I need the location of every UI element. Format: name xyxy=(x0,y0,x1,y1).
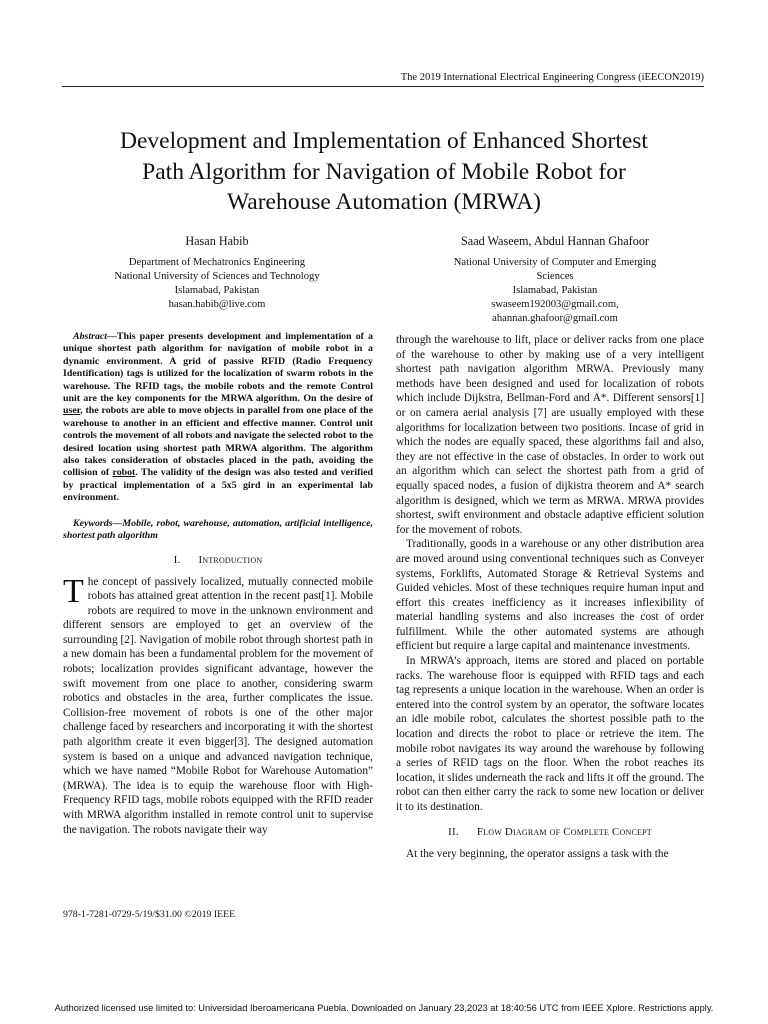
intro-paragraph xyxy=(63,572,373,838)
author-block-left xyxy=(64,234,370,312)
paragraph: At the very beginning, the operator assigns a task with the xyxy=(406,847,669,860)
section-heading-flow-diagram xyxy=(396,825,704,839)
abstract-text: . The validity of the design was also tested and verified by practical implementation of a 5x5 gird in an experimental lab environment. xyxy=(63,467,373,504)
author-email: ahannan.ghafoor@gmail.com xyxy=(492,313,618,324)
abstract xyxy=(63,331,373,505)
author-block-right xyxy=(404,234,706,326)
user-link[interactable]: user xyxy=(63,405,81,417)
author-email: hasan.habib@live.com xyxy=(168,299,266,310)
section-heading-introduction xyxy=(63,553,373,567)
author-location: Islamabad, Pakistan xyxy=(174,285,260,296)
section-title: Flow Diagram of Complete Concept xyxy=(476,825,652,838)
abstract-text: This paper presents development and implementation of a unique shortest path algorithm for navigation of mobile robot in a dynamic environment. A grid of passive RFID (Radio Frequency Identification) tags is utilized for the localization of swarm robots in the warehouse. The RFID tags, the mobile robots and the remote Control unit are the key components for the MRWA algorithm. On the desire of xyxy=(63,331,373,405)
title-line: Path Algorithm for Navigation of Mobile Robot for xyxy=(142,158,626,185)
abstract-label: Abstract— xyxy=(73,331,117,342)
paragraph-text: he concept of passively localized, mutually connected mobile robots has attained great attention in the recent past[1]. Mobile robots are required to move in the unknown environment and different sensors are employed to get an overview of the surrounding [2]. Navigation of mobile robot through shortest path in a new domain has been a fundamental problem for the movement of robots; localization provides significant advantage, however the swift movement from one place to another, considering swarm robotics and obstacles in the area, further complicates the issue. Collision-free movement of robots is one of the other major challenge faced by researchers and incorporating it with the shortest path algorithm create it even bigger[3]. The designed automation system is based on a unique and advanced navigation technique, which we have named “Mobile Robot for Warehouse Automation” (MRWA). The idea is to equip the warehouse floor with High-Frequency RFID tags, mobile robots equipped with the RFID reader with MRWA algorithm installed in remote control unit to supervise the navigation. The robots navigate their way xyxy=(63,575,373,836)
isbn-footer: 978-1-7281-0729-5/19/$31.00 ©2019 IEEE xyxy=(63,909,236,920)
title-line: Warehouse Automation (MRWA) xyxy=(226,189,541,215)
paragraph: Traditionally, goods in a warehouse or any other distribution area are moved around using conventional techniques such as Conveyer systems, Forklifts, Automated Storage & Retrieval Systems and Guided vehicles. Most of these techniques require human input and effort this creates inefficiency as it increases inflexibility of material handling systems and also increases the cost of order fulfillment. While the other automated systems are athough efficient but require a large capital and maintenance investments. xyxy=(396,538,704,653)
title-line: Development and Implementation of Enhanced Shortest xyxy=(120,128,648,154)
left-column xyxy=(63,331,373,837)
keywords-text: Mobile, robot, warehouse, automation, artificial intelligence, shortest path algorithm xyxy=(63,517,373,542)
section-title: Introduction xyxy=(198,553,263,566)
robot-link[interactable]: robot xyxy=(112,467,136,479)
drop-cap: T xyxy=(63,572,84,610)
author-name: Hasan Habib xyxy=(185,234,249,248)
keywords-label: Keywords— xyxy=(73,517,123,529)
author-affiliation: Department of Mechatronics Engineering xyxy=(128,257,306,268)
conference-header: The 2019 International Electrical Engineering Congress (iEECON2019) xyxy=(62,72,704,87)
keywords xyxy=(63,518,373,543)
author-affiliation: Sciences xyxy=(536,271,574,282)
license-notice: Authorized licensed use limited to: Universidad Iberoamericana Puebla. Downloaded on January 23,2023 at 18:40:56 UTC from IEEE Xplore. Restrictions apply. xyxy=(54,1003,714,1013)
author-name: Saad Waseem, Abdul Hannan Ghafoor xyxy=(461,234,649,248)
author-affiliation: National University of Sciences and Technology xyxy=(114,271,320,282)
author-email: swaseem192003@gmail.com, xyxy=(491,299,619,310)
author-affiliation: National University of Computer and Emerging xyxy=(453,257,657,268)
paragraph: In MRWA’s approach, items are stored and placed on portable racks. The warehouse floor is equipped with RFID tags and each tag represents a unique location in the warehouse. When an order is entered into the control system by an operator, the software locates an idle mobile robot, calculates the shortest possible path to the location and directs the robot to place or retrieve the item. The mobile robot navigates its way around the warehouse by following a series of RFID tags on the floor. When the robot reaches its location, it slides underneath the rack and lifts it off the ground. The robot can then either carry the rack to some new location or deliver it to its destination. xyxy=(396,655,704,813)
right-column xyxy=(396,333,704,861)
section-number: II. xyxy=(448,825,459,838)
intro-paragraph-continued: through the warehouse to lift, place or deliver racks from one place of the warehouse to other by making use of a very intelligent shortest path navigation algorithm MRWA. Previously many methods have been designed and used for localization of robots which include Dijkstra, Bellman-Ford and A*. Different sensors[1] or on camera aerial analysis [7] are usually employed with these algorithms for localization between two positions. Incase of grid in which the nodes are equally spaced, these algorithms fail and also, they are not effective in the case of obstacles. In order to work out an algorithm which can select the shortest path from a grid of equally spaced nodes, a fusion of dijkistra theorem and A* search algorithm is designed, which we term as MRWA. MRWA provides shortest, swift environment and obstacle adaptive efficient solution for the movement of robots. xyxy=(396,334,704,536)
author-location: Islamabad, Pakistan xyxy=(512,285,598,296)
section-number: I. xyxy=(173,553,181,566)
paper-title xyxy=(40,126,728,218)
abstract-text: , the robots are able to move objects in parallel from one place of the warehouse to another in an efficient and effective manner. Control unit controls the movement of all robots and navigate the selected robot to the desired location using shortest path MRWA algorithm. The algorithm also takes consideration of obstacles placed in the path, avoiding the collision of xyxy=(63,405,373,479)
